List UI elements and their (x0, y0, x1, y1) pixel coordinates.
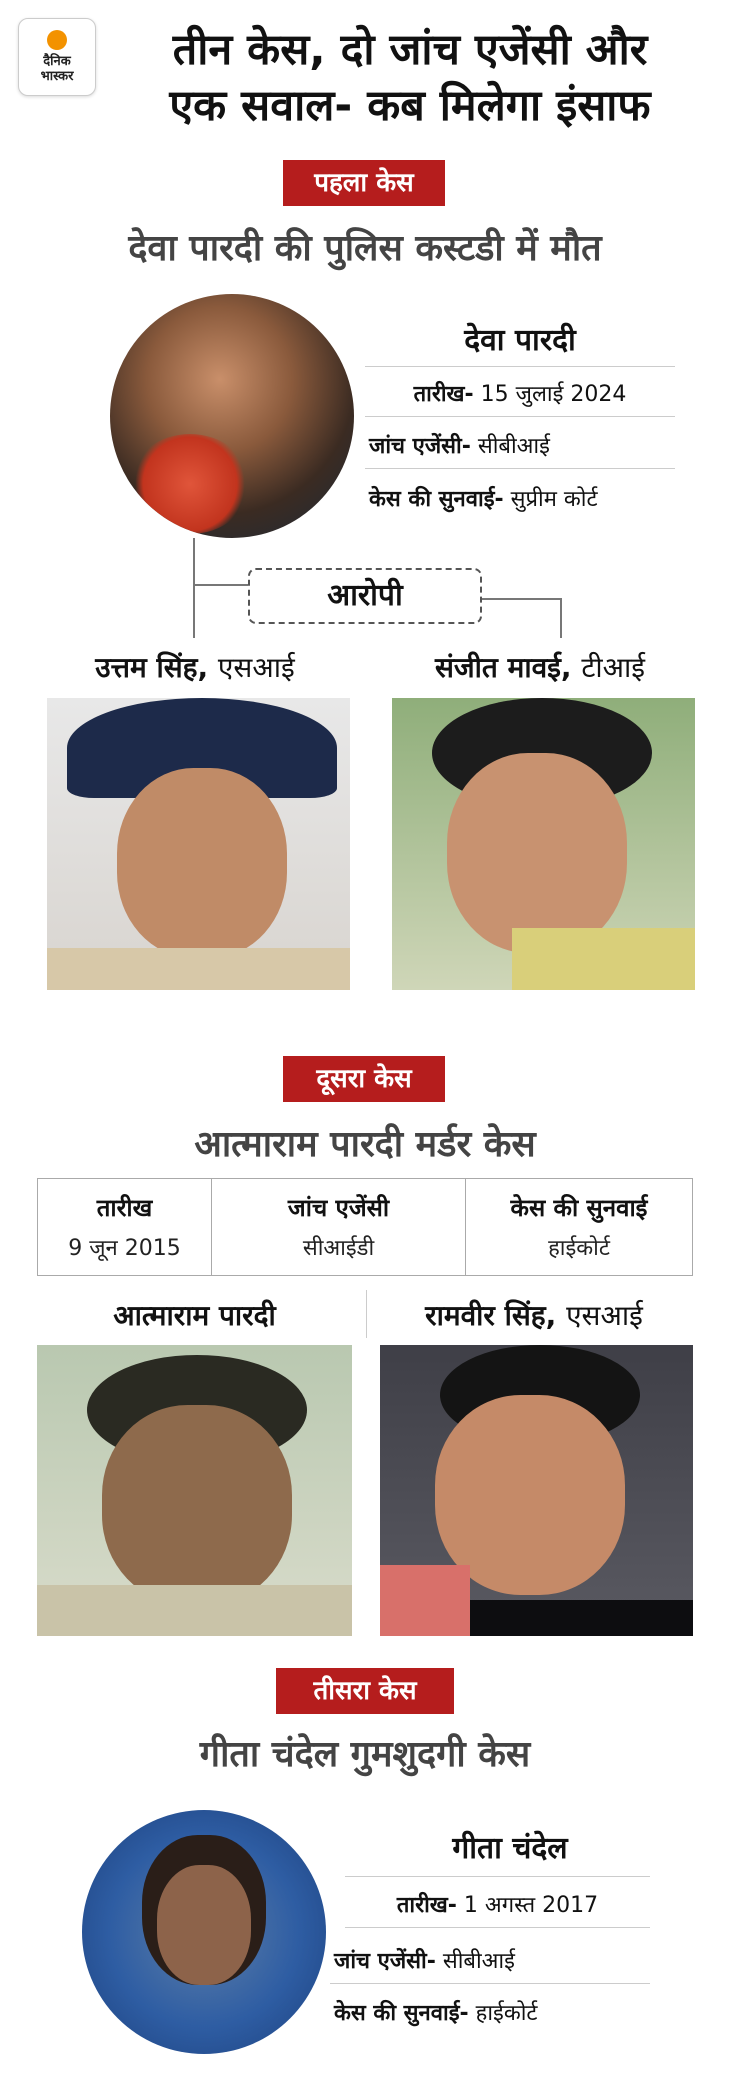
case1-accused-label: आरोपी (248, 568, 482, 624)
case1-divider (365, 366, 675, 367)
case3-agency-label: जांच एजेंसी- (334, 1949, 436, 1974)
case1-agency-value: सीबीआई (477, 434, 550, 459)
sun-icon (47, 30, 67, 50)
case3-divider (345, 1876, 650, 1877)
connector-line-right (560, 598, 562, 638)
case2-table-date (38, 1179, 212, 1275)
case3-date-value: 1 अगस्त 2017 (463, 1893, 599, 1918)
uttam-singh-photo (47, 698, 350, 990)
case2-table-hearing-header: केस की सुनवाई (510, 1194, 648, 1222)
case2-table-date-header: तारीख (96, 1194, 153, 1222)
case2-info-table (37, 1178, 693, 1276)
case1-victim-name: देवा पारदी (464, 323, 576, 358)
case3-subtitle: गीता चंदेल गुमशुदगी केस (199, 1734, 531, 1775)
case3-hearing-row (330, 1992, 660, 2036)
case2-accused-caption (375, 1296, 693, 1334)
atmaram-pardi-photo (37, 1345, 352, 1636)
case3-hearing-label: केस की सुनवाई- (334, 2001, 469, 2026)
case3-badge: तीसरा केस (276, 1668, 454, 1714)
title-line1: तीन केस, दो जांच एजेंसी और (172, 25, 648, 75)
case2-table-agency (212, 1179, 466, 1275)
case3-hearing-value: हाईकोर्ट (475, 2001, 538, 2026)
case1-badge: पहला केस (283, 160, 445, 206)
case1-hearing-row (365, 478, 675, 522)
case2-victim-name: आत्माराम पारदी (113, 1299, 276, 1332)
case3-agency-row (330, 1940, 650, 1984)
case3-victim-name: गीता चंदेल (452, 1831, 568, 1866)
connector-line-left (193, 538, 195, 638)
case1-accused1-caption (40, 648, 350, 686)
dainik-bhaskar-logo (18, 18, 96, 96)
case2-table-date-value: 9 जून 2015 (68, 1236, 181, 1261)
case1-accused1-rank: एसआई (217, 651, 295, 684)
logo-text-line1: दैनिक (43, 54, 71, 69)
case1-accused2-rank: टीआई (581, 651, 646, 684)
case2-table-hearing (466, 1179, 692, 1275)
connector-line-right-h (482, 598, 562, 600)
logo-text-line2: भास्कर (40, 69, 74, 84)
case2-accused-rank: एसआई (566, 1299, 643, 1332)
case1-accused2-name: संजीत मावई, (434, 651, 572, 684)
case1-subtitle: देवा पारदी की पुलिस कस्टडी में मौत (128, 228, 602, 269)
case1-agency-label: जांच एजेंसी- (369, 434, 471, 459)
case2-table-agency-value: सीआईडी (302, 1236, 375, 1261)
geeta-chandel-photo (82, 1810, 326, 2054)
connector-line-left-h (193, 584, 248, 586)
case3-agency-value: सीबीआई (442, 1949, 515, 1974)
case1-accused1-name: उत्तम सिंह, (95, 651, 209, 684)
title-line2: एक सवाल- कब मिलेगा इंसाफ (169, 81, 651, 131)
sanjeet-mavai-photo (392, 698, 695, 990)
case2-table-hearing-value: हाईकोर्ट (548, 1236, 610, 1261)
case2-table-agency-header: जांच एजेंसी (287, 1194, 390, 1222)
page-title (105, 22, 715, 134)
case2-caption-divider (366, 1290, 367, 1338)
case1-date-label: तारीख- (413, 382, 474, 407)
case2-accused-name: रामवीर सिंह, (425, 1299, 557, 1332)
case3-date-row (345, 1884, 650, 1928)
case1-hearing-value: सुप्रीम कोर्ट (510, 487, 598, 512)
case1-date-row (365, 373, 675, 417)
case3-date-label: तारीख- (396, 1893, 457, 1918)
case1-date-value: 15 जुलाई 2024 (480, 382, 627, 407)
case2-subtitle: आत्माराम पारदी मर्डर केस (194, 1124, 536, 1165)
case1-agency-row (365, 425, 675, 469)
case2-badge: दूसरा केस (283, 1056, 445, 1102)
deva-pardi-photo (110, 294, 354, 538)
case1-hearing-label: केस की सुनवाई- (369, 487, 504, 512)
ramveer-singh-photo (380, 1345, 693, 1636)
case1-accused2-caption (385, 648, 695, 686)
